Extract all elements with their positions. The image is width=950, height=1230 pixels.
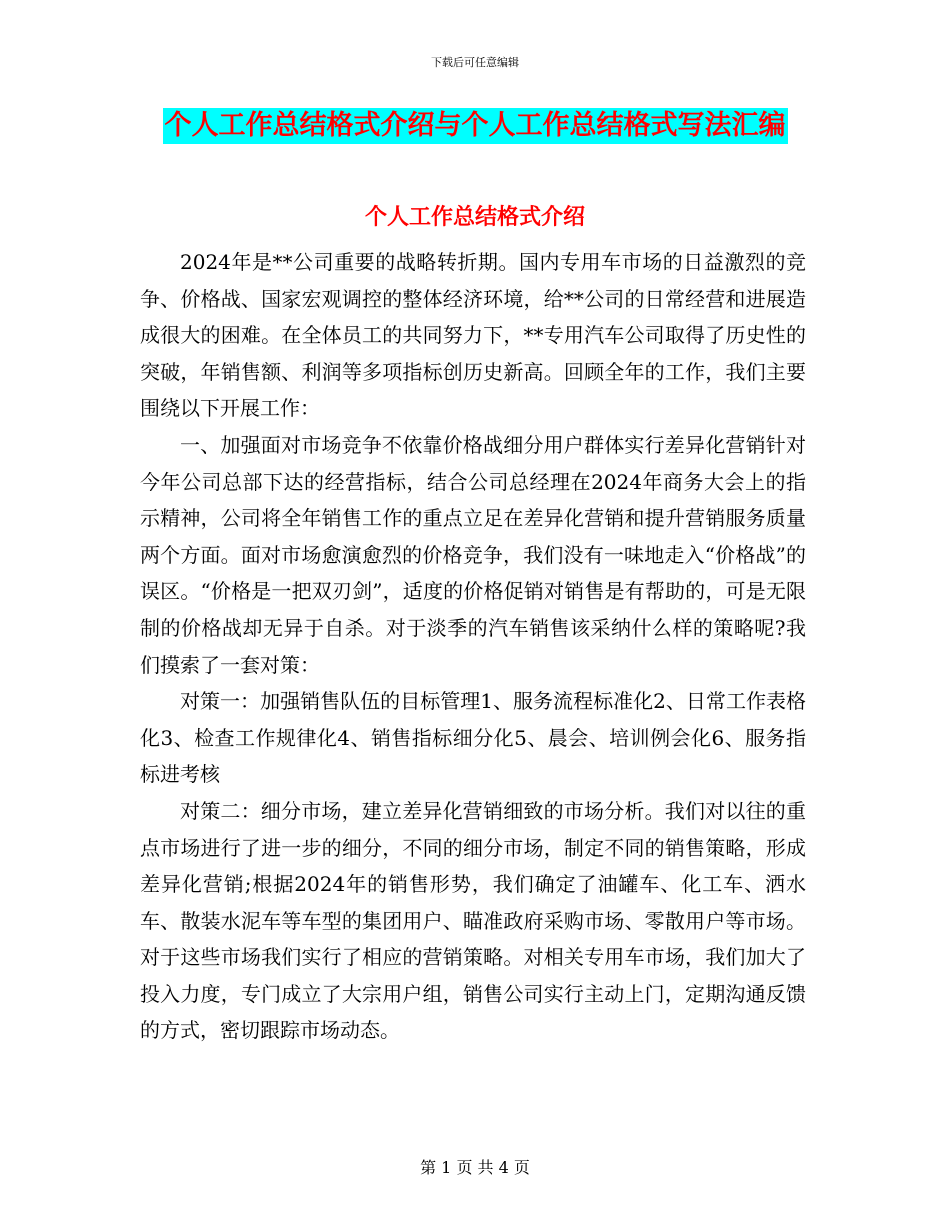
paragraph: 一、加强面对市场竞争不依靠价格战细分用户群体实行差异化营销针对今年公司总部下达的经营指标，结合公司总经理在2024年商务大会上的指示精神，公司将全年销售工作的重点立足在差异化营销和提升营销服务质量两个方面。面对市场愈演愈烈的价格竞争，我们没有一味地走入“价格战”的误区。“价格是一把双刃剑”，适度的价格促销对销售是有帮助的，可是无限制的价格战却无异于自杀。对于淡季的汽车销售该采纳什么样的策略呢?我们摸索了一套对策：	[140, 432, 806, 677]
page-number: 第 1 页 共 4 页	[420, 1158, 530, 1177]
paragraph: 2024年是**公司重要的战略转折期。国内专用车市场的日益激烈的竞争、价格战、国家宏观调控的整体经济环境，给**公司的日常经营和进展造成很大的困难。在全体员工的共同努力下，**专用汽车公司取得了历史性的突破，年销售额、利润等多项指标创历史新高。回顾全年的工作，我们主要围绕以下开展工作：	[140, 250, 806, 421]
main-title: 个人工作总结格式介绍与个人工作总结格式写法汇编	[163, 108, 788, 144]
paragraph: 对策一：加强销售队伍的目标管理1、服务流程标准化2、日常工作表格化3、检查工作规律化4、销售指标细分化5、晨会、培训例会化6、服务指标进考核	[140, 689, 806, 787]
paragraph: 对策二：细分市场，建立差异化营销细致的市场分析。我们对以往的重点市场进行了进一步的细分，不同的细分市场，制定不同的销售策略，形成差异化营销;根据2024年的销售形势，我们确定了油罐车、化工车、洒水车、散装水泥车等车型的集团用户、瞄准政府采购市场、零散用户等市场。对于这些市场我们实行了相应的营销策略。对相关专用车市场，我们加大了投入力度，专门成立了大宗用户组，销售公司实行主动上门，定期沟通反馈的方式，密切跟踪市场动态。	[140, 798, 806, 1043]
header-note: 下载后可任意编辑	[431, 56, 519, 69]
section-title: 个人工作总结格式介绍	[364, 204, 585, 230]
body-text	[140, 244, 806, 1049]
main-title-container	[0, 108, 950, 144]
